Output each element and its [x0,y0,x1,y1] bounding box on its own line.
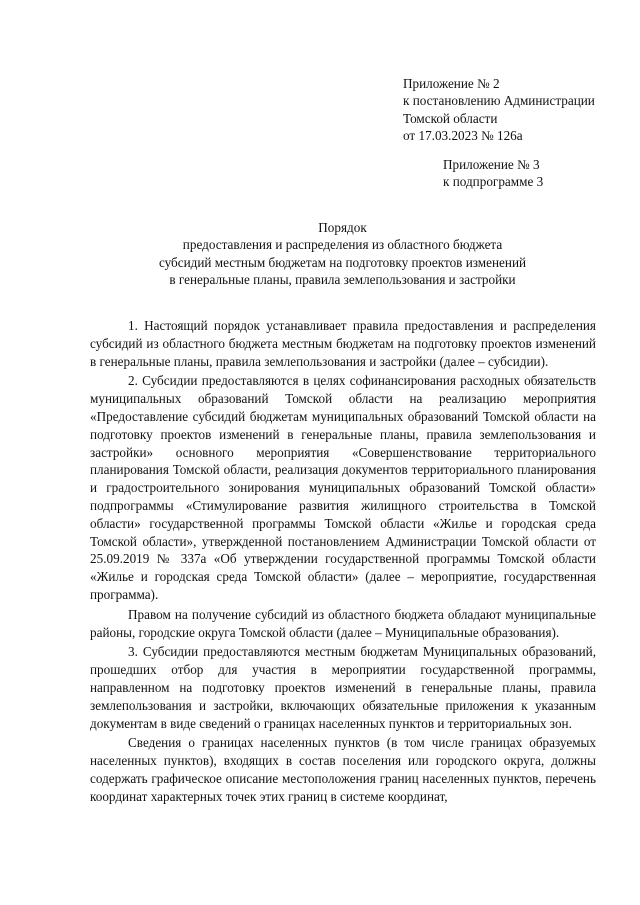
title-line: предоставления и распределения из областного бюджета [182,237,503,253]
document-title [90,219,595,289]
annex-line: Томской области [403,110,498,126]
paragraph-5: Сведения о границах населенных пунктов (в том числе границах образуемых населенных пунктов), входящих в состав поселения или городского округа, должны содержать графическое описание местоположения границ населенных пунктов, перечень координат характерных точек этих границ в системе координат, [90,735,596,804]
document-body [90,317,596,808]
title-heading: Порядок [318,220,367,235]
annex-line: Приложение № 3 [443,157,540,172]
annex-line: к постановлению Администрации [403,93,595,109]
annex-reference-secondary [443,156,543,191]
paragraph-1: 1. Настоящий порядок устанавливает правила предоставления и распределения субсидий из областного бюджета местным бюджетам на подготовку проектов изменений в генеральные планы, правила землепользования и застройки (далее – субсидии). [90,318,596,369]
title-line: субсидий местным бюджетам на подготовку проектов изменений [158,254,527,270]
paragraph-2: 2. Субсидии предоставляются в целях софинансирования расходных обязательств муниципальных образований Томской области на реализацию мероприятия «Предоставление субсидий бюджетам муниципальных образований Томской области на подготовку проектов изменений в генеральные планы, правила землепользования и застройки» основного мероприятия «Совершенствование территориального планирования Томской области, реализация документов территориального планирования и градостроительного зонирования муниципальных образований Томской области» подпрограммы «Стимулирование развития жилищного строительства в Томской области» государственной программы Томской области «Жилье и городская среда Томской области», утвержденной постановлением Администрации Томской области от 25.09.2019 № 337а «Об утверждении государственной программы Томской области «Жилье и городская среда Томской области» (далее – мероприятие, государственная программа). [90,373,596,602]
annex-line: Приложение № 2 [403,76,500,91]
paragraph-3: Правом на получение субсидий из областного бюджета обладают муниципальные районы, городские округа Томской области (далее – Муниципальные образования). [90,606,596,640]
annex-line: к подпрограмме 3 [443,174,544,190]
paragraph-4: 3. Субсидии предоставляются местным бюджетам Муниципальных образований, прошедших отбор для участия в мероприятии государственной программы, направленном на подготовку проектов изменений в генеральные планы, правила землепользования и застройки, включающих обязательные приложения к указанным документам в виде сведений о границах населенных пунктов и территориальных зон. [90,644,596,731]
title-line: в генеральные планы, правила землепользования и застройки [169,272,516,288]
annex-reference-primary [403,75,595,145]
annex-line: от 17.03.2023 № 126а [403,128,523,144]
